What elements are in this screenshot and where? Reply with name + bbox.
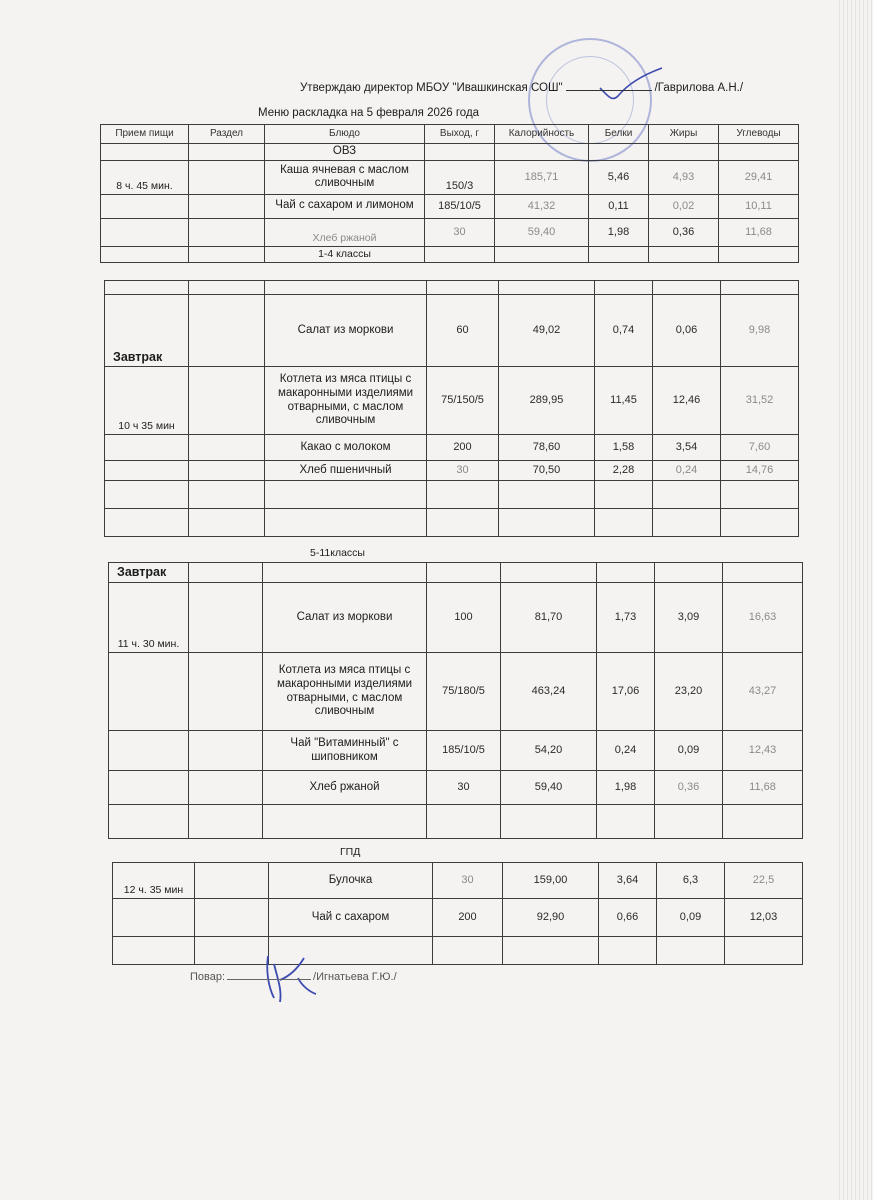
dish-name: Какао с молоком [265,435,427,461]
table-row [113,863,803,899]
dish-calories: 54,20 [501,731,597,771]
cook-name: /Игнатьева Г.Ю./ [313,971,397,983]
dish-fat: 12,46 [653,367,721,435]
approval-line [300,80,770,94]
dish-carbs: 31,52 [721,367,799,435]
col-section: Раздел [189,125,265,144]
gpd-table [112,862,803,965]
dish-calories: 59,40 [495,218,589,246]
section-label-g14: 1-4 классы [265,246,425,262]
section-label-ovz: ОВЗ [265,144,425,161]
table-row [109,583,803,653]
dish-carbs: 11,68 [723,771,803,805]
dish-carbs: 10,11 [719,194,799,218]
dish-output: 30 [427,771,501,805]
dish-calories: 185,71 [495,160,589,194]
dish-name: Чай "Витаминный" с шиповником [263,731,427,771]
dish-name: Хлеб пшеничный [265,461,427,481]
scan-edge-artifact [839,0,873,1200]
section-label-g511: 5-11классы [310,547,365,559]
table-row [105,295,799,367]
dish-carbs: 22,5 [725,863,803,899]
dish-name: Булочка [269,863,433,899]
dish-fat: 0,09 [655,731,723,771]
dish-name: Хлеб ржаной [265,218,425,246]
table-row [109,771,803,805]
dish-fat: 4,93 [649,160,719,194]
col-fat: Жиры [649,125,719,144]
col-output: Выход, г [425,125,495,144]
table-row [105,435,799,461]
dish-name: Котлета из мяса птицы с макаронными изделиями отварными, с маслом сливочным [265,367,427,435]
dish-calories: 41,32 [495,194,589,218]
section-label-gpd: ГПД [340,846,361,858]
approver-name: /Гаврилова А.Н./ [654,82,744,94]
dish-calories: 70,50 [499,461,595,481]
table-row [109,563,803,583]
dish-carbs: 43,27 [723,653,803,731]
cook-signature-line [227,969,311,980]
grade-1-4-table [104,280,799,537]
dish-calories: 81,70 [501,583,597,653]
dish-protein: 0,11 [589,194,649,218]
dish-name: Салат из моркови [263,583,427,653]
dish-output: 75/180/5 [427,653,501,731]
ovz-table [100,124,799,263]
table-row [105,367,799,435]
dish-name: Котлета из мяса птицы с макаронными изделиями отварными, с маслом сливочным [263,653,427,731]
dish-carbs: 7,60 [721,435,799,461]
table-row [109,731,803,771]
dish-fat: 6,3 [657,863,725,899]
dish-protein: 1,98 [597,771,655,805]
cook-label: Повар: [190,971,226,983]
dish-carbs: 14,76 [721,461,799,481]
meal-time-ovz: 8 ч. 45 мин. [101,160,189,194]
dish-carbs: 16,63 [723,583,803,653]
section-row-g14 [101,246,799,262]
dish-protein: 5,46 [589,160,649,194]
dish-fat: 0,09 [657,899,725,937]
approval-text: Утверждаю директор МБОУ "Ивашкинская СОШ" [300,82,563,94]
dish-name: Чай с сахаром [269,899,433,937]
signature-line [566,80,652,91]
dish-protein: 0,74 [595,295,653,367]
dish-calories: 78,60 [499,435,595,461]
dish-protein: 17,06 [597,653,655,731]
meal-time-gpd: 12 ч. 35 мин [113,863,195,899]
dish-carbs: 12,03 [725,899,803,937]
meal-label-g511: Завтрак [109,563,189,583]
dish-fat: 3,54 [653,435,721,461]
dish-fat: 0,02 [649,194,719,218]
dish-fat: 0,36 [655,771,723,805]
table-row [101,160,799,194]
table-row [113,899,803,937]
table-row [101,218,799,246]
meal-time-g511: 11 ч. 30 мин. [109,583,189,653]
dish-output: 60 [427,295,499,367]
dish-calories: 49,02 [499,295,595,367]
dish-output: 30 [425,218,495,246]
dish-output: 100 [427,583,501,653]
dish-calories: 289,95 [499,367,595,435]
dish-fat: 0,06 [653,295,721,367]
dish-name: Чай с сахаром и лимоном [265,194,425,218]
dish-protein: 11,45 [595,367,653,435]
col-carbs: Углеводы [719,125,799,144]
col-calories: Калорийность [495,125,589,144]
dish-output: 150/3 [425,160,495,194]
col-meal: Прием пищи [101,125,189,144]
dish-protein: 1,73 [597,583,655,653]
table-row [101,194,799,218]
dish-protein: 1,98 [589,218,649,246]
dish-name: Хлеб ржаной [263,771,427,805]
dish-output: 75/150/5 [427,367,499,435]
dish-protein: 3,64 [599,863,657,899]
header-row [101,125,799,144]
dish-carbs: 9,98 [721,295,799,367]
dish-calories: 463,24 [501,653,597,731]
dish-name: Каша ячневая с маслом сливочным [265,160,425,194]
dish-fat: 0,36 [649,218,719,246]
section-row-ovz [101,144,799,161]
dish-calories: 59,40 [501,771,597,805]
dish-output: 185/10/5 [427,731,501,771]
menu-title: Меню раскладка на 5 февраля 2026 года [258,107,480,119]
grade-5-11-table [108,562,803,839]
dish-protein: 0,66 [599,899,657,937]
dish-protein: 1,58 [595,435,653,461]
col-dish: Блюдо [265,125,425,144]
dish-protein: 0,24 [597,731,655,771]
meal-time-g14: 10 ч 35 мин [105,367,189,435]
col-protein: Белки [589,125,649,144]
dish-output: 200 [433,899,503,937]
meal-label-g14: Завтрак [105,295,189,367]
dish-fat: 23,20 [655,653,723,731]
table-row [105,461,799,481]
dish-fat: 0,24 [653,461,721,481]
dish-output: 30 [427,461,499,481]
dish-output: 200 [427,435,499,461]
cook-line [190,969,397,983]
dish-protein: 2,28 [595,461,653,481]
dish-output: 185/10/5 [425,194,495,218]
dish-carbs: 11,68 [719,218,799,246]
dish-output: 30 [433,863,503,899]
table-row [109,653,803,731]
dish-name: Салат из моркови [265,295,427,367]
dish-calories: 92,90 [503,899,599,937]
dish-carbs: 29,41 [719,160,799,194]
dish-calories: 159,00 [503,863,599,899]
dish-fat: 3,09 [655,583,723,653]
dish-carbs: 12,43 [723,731,803,771]
